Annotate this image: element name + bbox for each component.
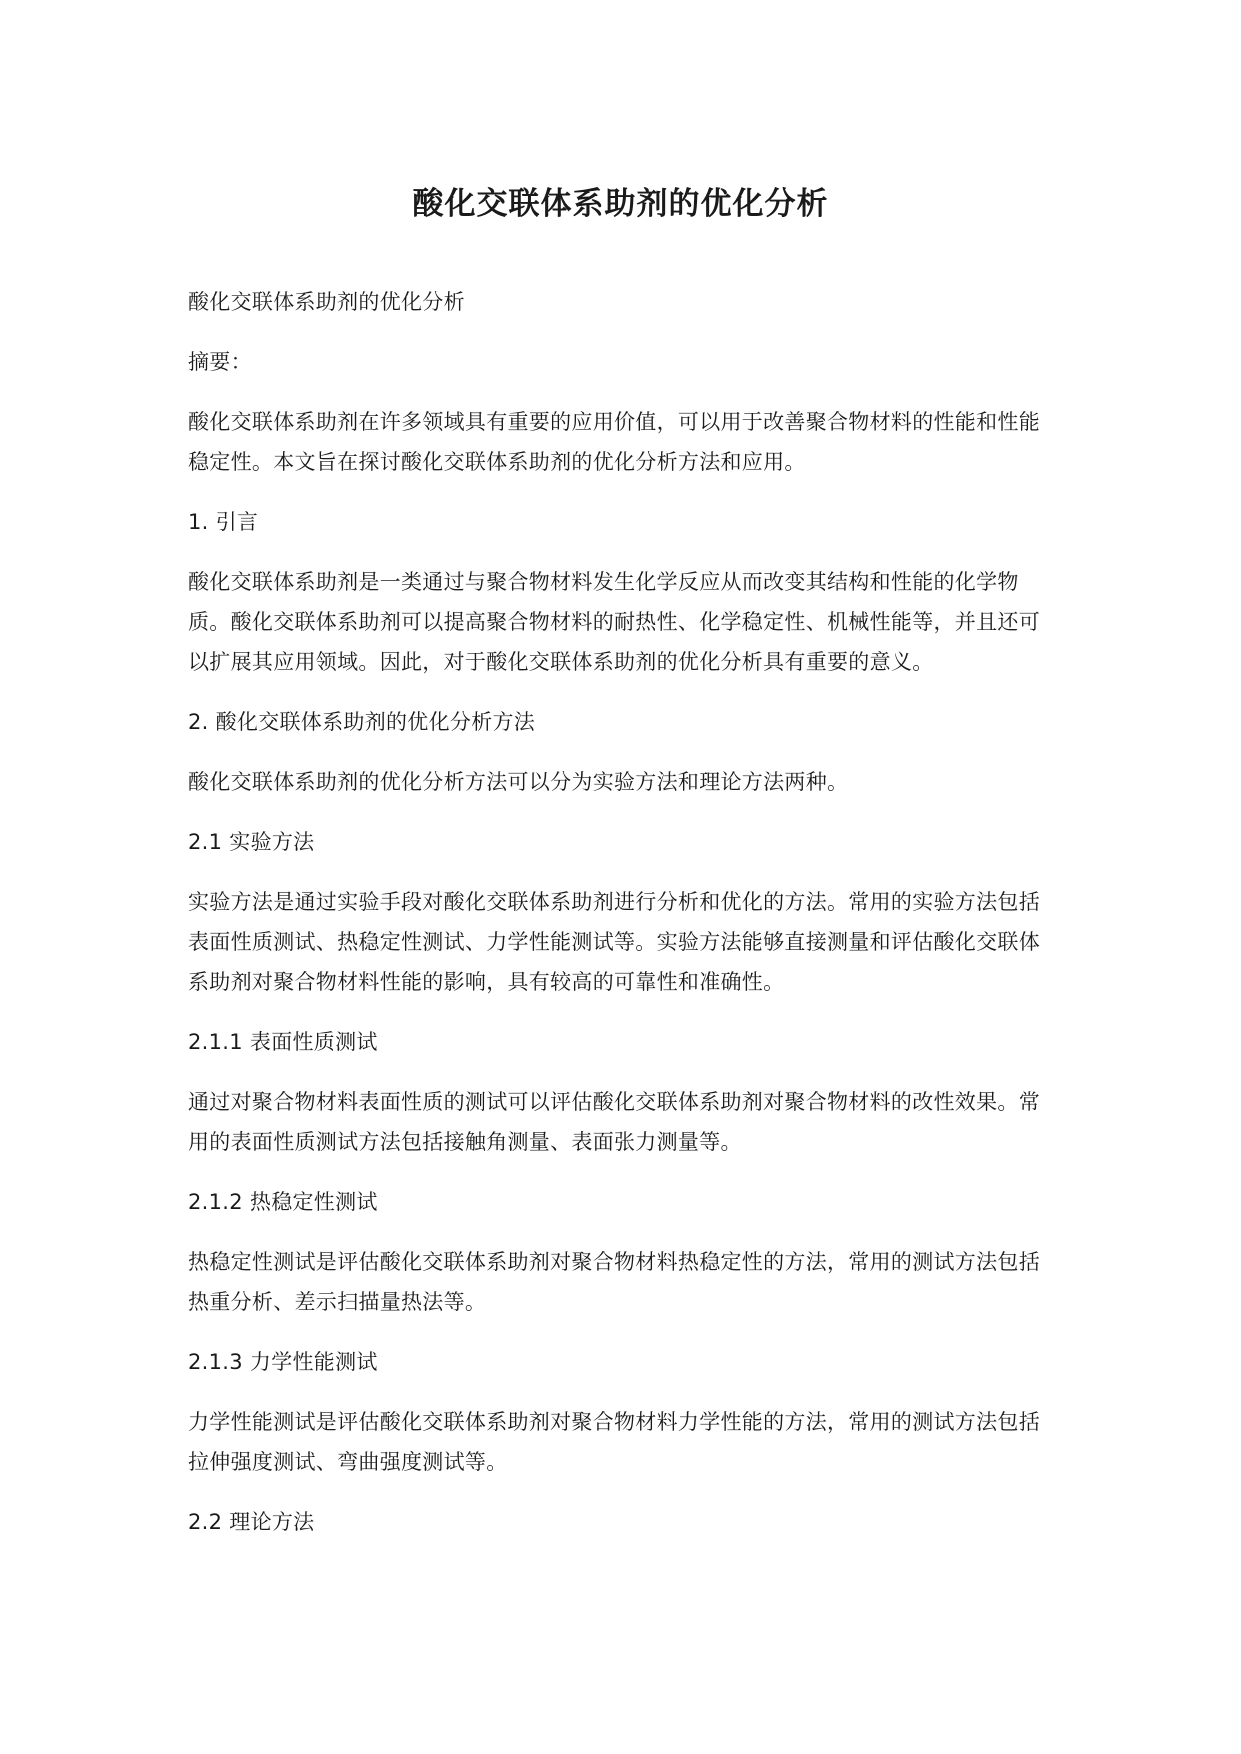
mechanical-paragraph: 力学性能测试是评估酸化交联体系助剂对聚合物材料力学性能的方法，常用的测试方法包括拉伸强度测试、弯曲强度测试等。 (188, 1410, 1040, 1474)
surface-paragraph: 通过对聚合物材料表面性质的测试可以评估酸化交联体系助剂对聚合物材料的改性效果。常用的表面性质测试方法包括接触角测量、表面张力测量等。 (188, 1090, 1040, 1154)
subsubsection-heading-mechanical: 2.1.3 力学性能测试 (188, 1350, 378, 1374)
methods-paragraph: 酸化交联体系助剂的优化分析方法可以分为实验方法和理论方法两种。 (188, 770, 849, 794)
document-body (188, 282, 1058, 1562)
subsubsection-heading-surface: 2.1.1 表面性质测试 (188, 1030, 378, 1054)
subsection-heading-theoretical: 2.2 理论方法 (188, 1510, 315, 1534)
section-heading-introduction: 1. 引言 (188, 510, 259, 534)
subsubsection-heading-thermal: 2.1.2 热稳定性测试 (188, 1190, 378, 1214)
document-title: 酸化交联体系助剂的优化分析 (412, 186, 829, 222)
subsection-heading-experimental: 2.1 实验方法 (188, 830, 315, 854)
experimental-paragraph: 实验方法是通过实验手段对酸化交联体系助剂进行分析和优化的方法。常用的实验方法包括表面性质测试、热稳定性测试、力学性能测试等。实验方法能够直接测量和评估酸化交联体系助剂对聚合物材料性能的影响，具有较高的可靠性和准确性。 (188, 890, 1040, 994)
introduction-paragraph: 酸化交联体系助剂是一类通过与聚合物材料发生化学反应从而改变其结构和性能的化学物质。酸化交联体系助剂可以提高聚合物材料的耐热性、化学稳定性、机械性能等，并且还可以扩展其应用领域。因此，对于酸化交联体系助剂的优化分析具有重要的意义。 (188, 570, 1040, 674)
thermal-paragraph: 热稳定性测试是评估酸化交联体系助剂对聚合物材料热稳定性的方法，常用的测试方法包括热重分析、差示扫描量热法等。 (188, 1250, 1040, 1314)
section-heading-methods: 2. 酸化交联体系助剂的优化分析方法 (188, 710, 536, 734)
abstract-paragraph: 酸化交联体系助剂在许多领域具有重要的应用价值，可以用于改善聚合物材料的性能和性能稳定性。本文旨在探讨酸化交联体系助剂的优化分析方法和应用。 (188, 410, 1040, 474)
subtitle-paragraph: 酸化交联体系助剂的优化分析 (188, 290, 465, 314)
abstract-heading: 摘要： (188, 350, 252, 374)
